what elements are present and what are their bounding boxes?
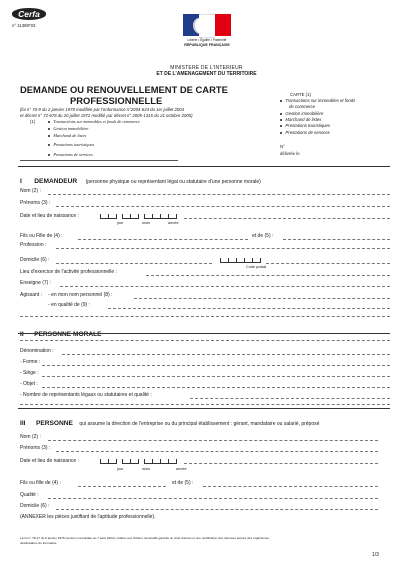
s3-nom-label: Nom (2) : [20,434,41,440]
s3-et-field[interactable] [203,486,378,487]
s1-fils-field[interactable] [78,239,248,240]
form-title-line2: PROFESSIONNELLE [70,95,163,106]
s3-annexer: (ANNEXER les pièces justifiant de l'aptitude professionnelle). [20,514,156,520]
activities-ref: (1) [30,119,36,124]
s2-denomination-label: Dénomination : [20,348,54,354]
s1-nom-field[interactable] [48,194,390,195]
footer-note-2: destinataires du formulaire [20,541,57,545]
card-item-1: Transactions sur immeubles et fonds [280,98,355,103]
s1-profession-field[interactable] [56,248,390,249]
footer-note-1: La loi n° 78-17 du 6 janvier 1978 (version consolidée au 7 août 2004), relative aux fichiers nominatifs garantit un droit d'accès et une rectification des données auprès des organismes [20,536,269,540]
bullet-icon [48,128,50,130]
form-title-line1: DEMANDE OU RENOUVELLEMENT DE CARTE [20,84,228,95]
s1-lieu-label: Lieu d'exercice de l'activité professionnelle : [20,269,117,275]
bullet-icon [48,154,50,156]
legal-line2: et décret n° 72-678 du 20 juillet 1972 modifié par décret n° 2005-1315 du 21 octobre 2005) [20,113,193,118]
s1-agissant-1: - en mon nom personnel (8) : [48,292,113,298]
bullet-icon [280,132,282,134]
bullet-icon [48,144,50,146]
bullet-icon [48,121,50,123]
section3-rule [18,408,390,409]
s3-prenoms-label: Prénoms (3) : [20,445,51,451]
activity-1: Transactions sur immeubles et fonds de commerce [48,119,140,124]
s1-agissant-2-field[interactable] [108,308,390,309]
s3-annee: année [176,467,187,471]
s3-qualite-label: Qualité : [20,492,39,498]
s1-ville-field[interactable] [266,263,390,264]
s2-forme-field[interactable] [42,365,390,366]
s1-code-postal: Code postal [246,265,267,269]
s1-prenoms-field[interactable] [56,206,390,207]
s2-representants-label: - Nombre de représentants légaux ou statutaires et qualité : [20,392,152,398]
page-number: 1/3 [372,552,379,558]
s1-domicile-field[interactable] [56,263,212,264]
s1-jour: jour [117,221,124,225]
s3-fils-label: Fils ou fille de (4) : [20,480,61,486]
bullet-icon [280,100,282,102]
s1-domicile-label: Domicile (6) : [20,257,50,263]
s1-prenoms-label: Prénoms (3) : [20,200,51,206]
card-item-1b: de commerce [289,104,316,109]
section2-heading: II PERSONNE MORALE [20,331,102,338]
section2-rule [18,333,390,334]
s1-annee: année [168,221,179,225]
s3-nom-field[interactable] [48,440,378,441]
s3-naissance-label: Date et lieu de naissance : [20,458,79,464]
card-header: CARTE (1) [290,92,311,97]
s1-naissance-label: Date et lieu de naissance : [20,213,79,219]
s2-forme-label: - Forme : [20,359,41,365]
header-underline [20,160,178,161]
ministry-line2: ET DE L'AMENAGEMENT DU TERRITOIRE [156,71,257,77]
section1-heading: I DEMANDEUR (personne physique ou représentant légal ou statutaire d'une personne morale) [20,178,261,185]
card-item-3: Marchand de listes [280,117,321,122]
s3-jour: jour [117,467,124,471]
card-number-label: N° [280,144,285,149]
s2-representants-field[interactable] [190,398,390,399]
s2-siege-label: - Siège : [20,370,39,376]
s1-agissant-1-field[interactable] [134,298,390,299]
bullet-icon [280,113,282,115]
cerfa-number: n° 11389*03 [12,23,36,28]
s1-et-label: et de (5) : [252,233,274,239]
s3-mois: mois [142,467,151,471]
s1-fils-label: Fils ou Fille de (4) : [20,233,63,239]
s1-nom-label: Nom (2) : [20,188,41,194]
s3-lieu-naissance-field[interactable] [184,463,378,464]
s1-agissant-label: Agissant : [20,292,42,298]
card-item-2: Gestion immobilière [280,111,323,116]
s1-lieu-field[interactable] [146,275,390,276]
emblem-country: RÉPUBLIQUE FRANÇAISE [184,43,230,47]
s1-mois: mois [142,221,151,225]
s3-domicile-label: Domicile (6) : [20,503,50,509]
s3-prenoms-field[interactable] [56,451,378,452]
s1-lieu-naissance-field[interactable] [184,218,390,219]
s3-fils-field[interactable] [78,486,166,487]
card-item-4: Prestations touristiques [280,123,330,128]
legal-line1: (loi n° 70-9 du 2 janvier 1970 modifiée par l'ordonnance n°2004-634 du 1er juillet 2004 [20,107,185,112]
s2-denomination-field[interactable] [62,354,390,355]
s3-qualite-field[interactable] [48,498,378,499]
s1-profession-label: Profession : [20,242,47,248]
activity-4: Prestations touristiques [48,142,94,147]
card-item-5: Prestations de services [280,130,330,135]
s1-enseigne-field[interactable] [60,286,390,287]
s1-extra-line[interactable] [20,316,390,317]
ministry-line1: MINISTERE DE L'INTERIEUR [170,65,243,71]
activity-2: Gestion immobilière [48,126,88,131]
s1-et-field[interactable] [283,239,390,240]
s2-objet-field[interactable] [42,387,390,388]
s2-objet-label: - Objet : [20,381,38,387]
emblem-motto: Liberté • Égalité • Fraternité [187,38,227,42]
s1-agissant-2: - en qualité de (9) : [48,302,90,308]
section1-rule [18,166,390,167]
s2-blank-line[interactable] [20,340,390,341]
cerfa-logo: Cerfa [12,8,46,20]
activity-5: Prestations de services [48,152,93,157]
s2-siege-field[interactable] [42,376,390,377]
s3-et-label: et de (5) : [172,480,194,486]
section3-heading: III PERSONNE qui assume la direction de l'entreprise ou du principal établissement : gérant, mandataire ou salarié, préposé [20,420,320,427]
s2-extra-line[interactable] [20,404,390,405]
s1-enseigne-label: Enseigne (7) : [20,280,52,286]
bullet-icon [48,135,50,137]
activity-3: Marchand de listes [48,133,86,138]
bullet-icon [280,125,282,127]
card-issued-label: délivrée le [280,151,300,156]
bullet-icon [280,119,282,121]
s3-domicile-field[interactable] [56,509,378,510]
marianne-emblem [183,14,231,36]
